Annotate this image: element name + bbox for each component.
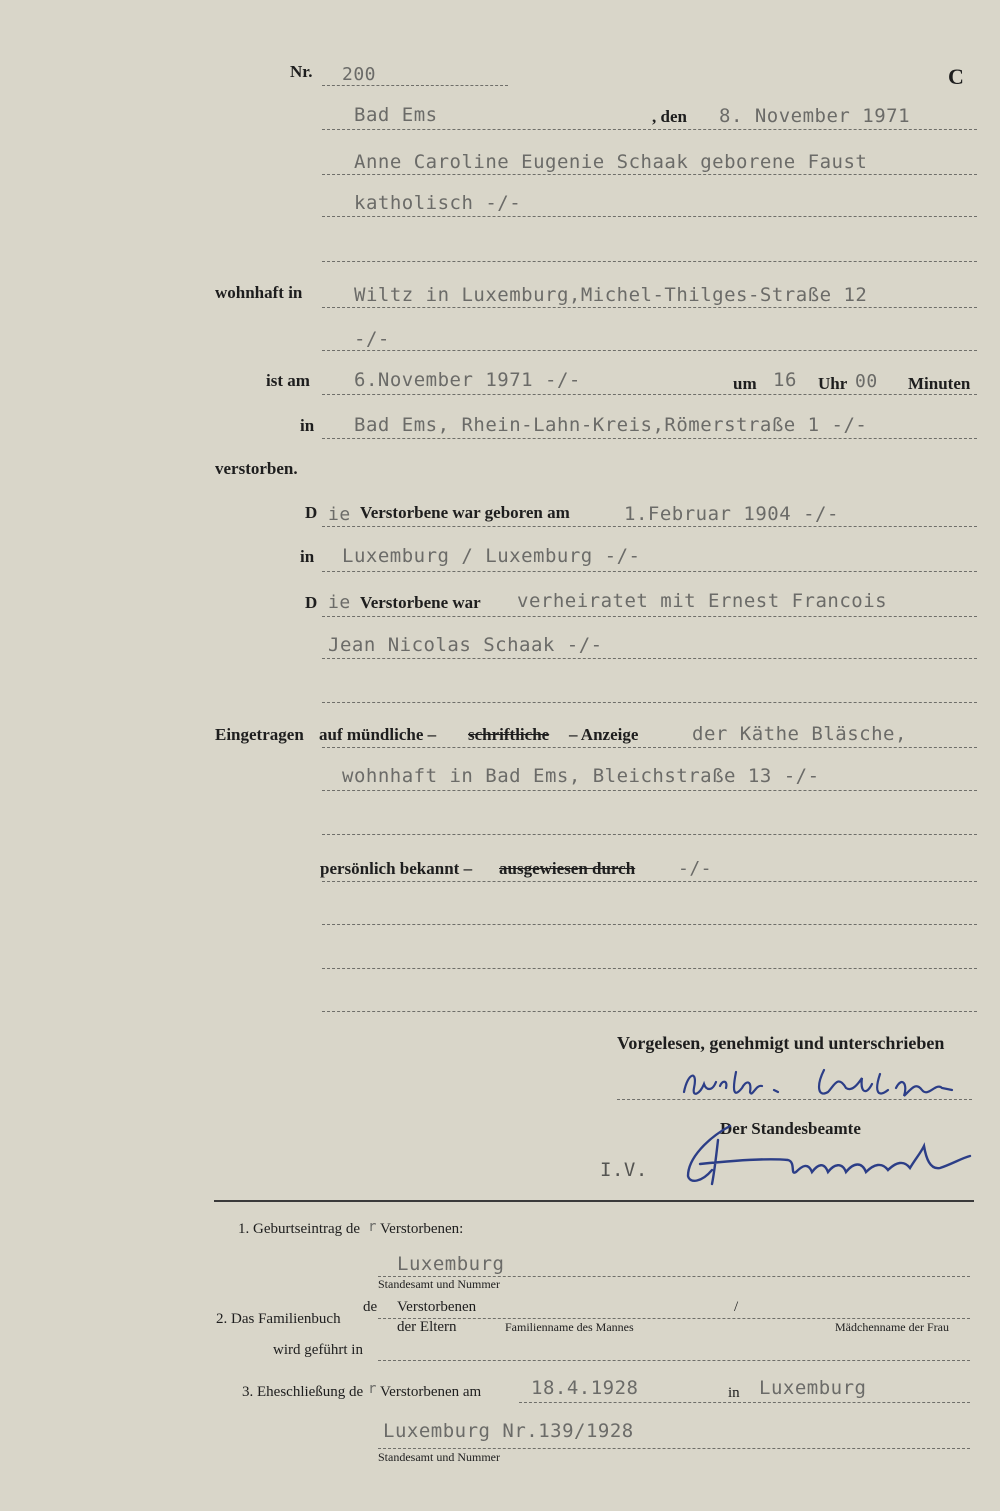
note2-de: de bbox=[363, 1299, 378, 1315]
standesbeamte-label: Der Standesbeamte bbox=[720, 1119, 861, 1138]
persoenlich-line bbox=[322, 881, 977, 882]
death-place-line bbox=[322, 438, 977, 439]
note3-suffix: Verstorbenen am bbox=[380, 1384, 482, 1400]
blank-line-3 bbox=[322, 834, 977, 835]
address-line-2-rule bbox=[322, 350, 977, 351]
registry-place: Bad Ems bbox=[354, 104, 438, 126]
anzeige-label: – Anzeige bbox=[569, 725, 639, 744]
note2-label: 2. Das Familienbuch bbox=[216, 1311, 341, 1327]
note1-caption: Standesamt und Nummer bbox=[378, 1277, 500, 1291]
death-hour: 16 bbox=[773, 369, 797, 391]
ausgewiesen-struck: ausgewiesen durch bbox=[499, 859, 636, 878]
note3-label: 3. Eheschließung de bbox=[242, 1384, 364, 1400]
nr-value: 200 bbox=[342, 64, 377, 85]
birth-place-line bbox=[322, 571, 977, 572]
vorgelesen-label: Vorgelesen, genehmigt und unterschrieben bbox=[617, 1033, 945, 1053]
marital-line-1-rule bbox=[322, 616, 977, 617]
iv-label: I.V. bbox=[600, 1159, 648, 1181]
note1-fill: r bbox=[368, 1219, 377, 1235]
schriftliche-struck: schriftliche bbox=[468, 725, 550, 744]
marital-line-1: verheiratet mit Ernest Francois bbox=[517, 590, 888, 612]
eingetragen-label: Eingetragen bbox=[215, 725, 304, 744]
blank-line-4 bbox=[322, 924, 977, 925]
note2-verstorbenen: Verstorbenen bbox=[397, 1299, 477, 1315]
birth-label: Verstorbene war geboren am bbox=[360, 503, 570, 522]
death-in-label: in bbox=[300, 416, 315, 435]
ist-am-label: ist am bbox=[266, 371, 310, 390]
note2-eltern: der Eltern bbox=[397, 1319, 457, 1335]
uhr-label: Uhr bbox=[818, 374, 848, 393]
informant-line-2: wohnhaft in Bad Ems, Bleichstraße 13 -/- bbox=[342, 765, 820, 787]
informant-signature-image bbox=[676, 1062, 966, 1107]
note3-line bbox=[519, 1402, 970, 1403]
religion-line bbox=[322, 216, 977, 217]
marital-article-fill: ie bbox=[328, 592, 351, 613]
note3-caption: Standesamt und Nummer bbox=[378, 1450, 500, 1464]
marital-line-2: Jean Nicolas Schaak -/- bbox=[328, 634, 603, 656]
nr-label: Nr. bbox=[290, 62, 313, 81]
note3-registry-line bbox=[378, 1448, 970, 1449]
death-minutes: 00 bbox=[855, 371, 878, 392]
persoenlich-value: -/- bbox=[678, 858, 713, 879]
note3-place: Luxemburg bbox=[759, 1377, 867, 1399]
note2-wird-line bbox=[378, 1360, 970, 1361]
verstorben-label: verstorben. bbox=[215, 459, 298, 478]
birth-place: Luxemburg / Luxemburg -/- bbox=[342, 545, 641, 567]
persoenlich-label: persönlich bekannt – bbox=[320, 859, 473, 878]
auf-muendliche-label: auf mündliche – bbox=[319, 725, 437, 744]
note2-slash: / bbox=[734, 1299, 739, 1315]
marital-d-prefix: D bbox=[305, 593, 318, 612]
minuten-label: Minuten bbox=[908, 374, 971, 393]
birth-in-label: in bbox=[300, 547, 315, 566]
note2-caption-husband: Familienname des Mannes bbox=[505, 1320, 634, 1334]
informant-line-2-rule bbox=[322, 790, 977, 791]
address-line-1-rule bbox=[322, 307, 977, 308]
wohnhaft-label: wohnhaft in bbox=[215, 283, 303, 302]
note3-registry: Luxemburg Nr.139/1928 bbox=[383, 1420, 634, 1442]
informant-line-1-rule bbox=[322, 747, 977, 748]
address-line-1: Wiltz in Luxemburg,Michel-Thilges-Straße 12 bbox=[354, 284, 868, 306]
note3-fill: r bbox=[368, 1381, 377, 1397]
deceased-name: Anne Caroline Eugenie Schaak geborene Faust bbox=[354, 151, 868, 173]
note2-wird: wird geführt in bbox=[273, 1342, 363, 1358]
place-date-line bbox=[322, 129, 977, 130]
registry-date: 8. November 1971 bbox=[719, 105, 911, 127]
nr-line bbox=[322, 85, 508, 86]
blank-line-5 bbox=[322, 968, 977, 969]
marital-line-2-rule bbox=[322, 658, 977, 659]
birth-d-prefix: D bbox=[305, 503, 318, 522]
blank-line-2 bbox=[322, 702, 977, 703]
note1-label: 1. Geburtseintrag de bbox=[238, 1221, 361, 1237]
blank-line-1 bbox=[322, 261, 977, 262]
note1-suffix: Verstorbenen: bbox=[380, 1221, 464, 1237]
note3-in: in bbox=[728, 1385, 740, 1401]
religion: katholisch -/- bbox=[354, 192, 522, 214]
name-line bbox=[322, 174, 977, 175]
birth-line bbox=[322, 526, 977, 527]
den-label: , den bbox=[652, 107, 687, 126]
death-date: 6.November 1971 -/- bbox=[354, 369, 581, 391]
um-label: um bbox=[733, 374, 757, 393]
blank-line-6 bbox=[322, 1011, 977, 1012]
marital-label: Verstorbene war bbox=[360, 593, 481, 612]
birth-date: 1.Februar 1904 -/- bbox=[624, 503, 839, 525]
corner-letter: C bbox=[948, 64, 964, 89]
informant-signature-line bbox=[617, 1099, 972, 1100]
note2-line bbox=[378, 1318, 970, 1319]
note2-caption-wife: Mädchenname der Frau bbox=[835, 1320, 949, 1334]
death-time-line bbox=[322, 394, 977, 395]
birth-article-fill: ie bbox=[328, 504, 351, 525]
official-signature-image bbox=[678, 1118, 978, 1198]
death-place: Bad Ems, Rhein-Lahn-Kreis,Römerstraße 1 -/- bbox=[354, 414, 868, 436]
note1-value: Luxemburg bbox=[397, 1253, 505, 1275]
address-line-2: -/- bbox=[354, 328, 390, 350]
informant-line-1: der Käthe Bläsche, bbox=[692, 723, 907, 745]
note3-date: 18.4.1928 bbox=[531, 1377, 639, 1399]
footer-separator bbox=[214, 1200, 974, 1202]
